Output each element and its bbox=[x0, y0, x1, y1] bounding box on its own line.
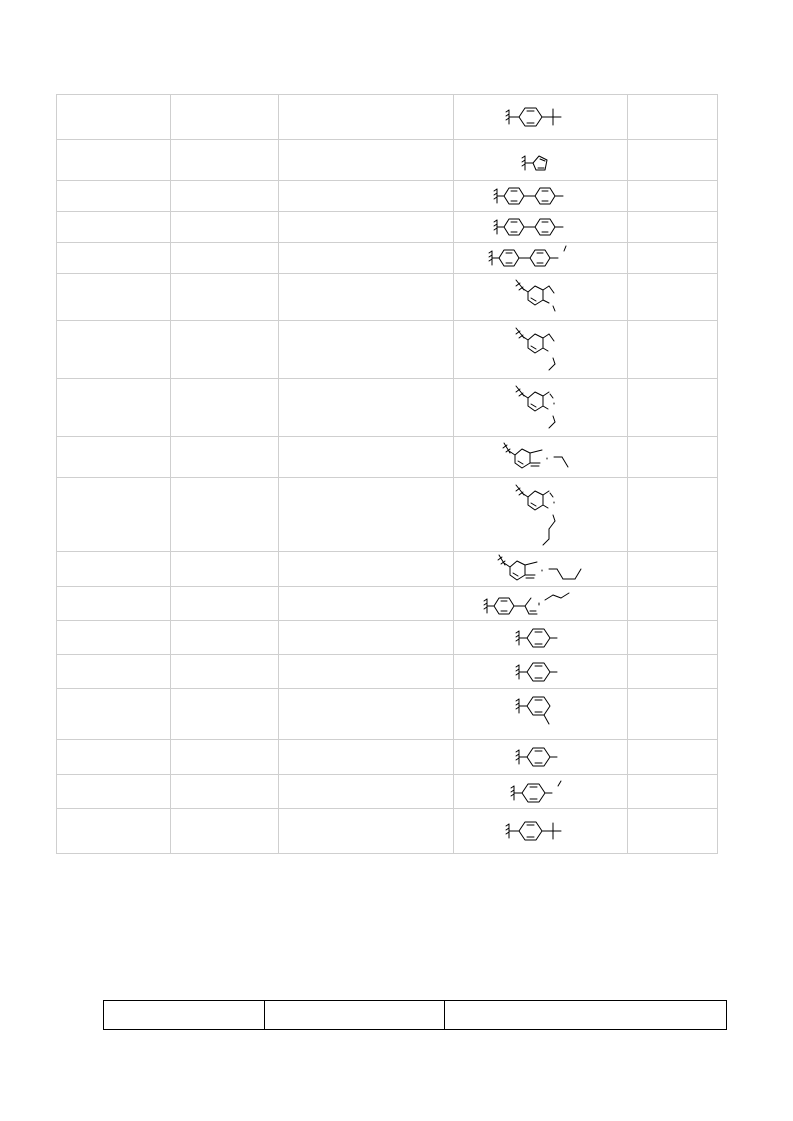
table-cell bbox=[628, 212, 718, 243]
compound-table bbox=[56, 94, 718, 854]
table-cell bbox=[628, 552, 718, 587]
table-cell bbox=[171, 437, 279, 478]
structure-drawing bbox=[501, 816, 581, 846]
structure-drawing bbox=[501, 102, 581, 132]
table-cell bbox=[171, 809, 279, 854]
table-cell bbox=[279, 321, 454, 379]
structure-drawing bbox=[506, 324, 576, 376]
table-cell bbox=[171, 689, 279, 740]
table-cell bbox=[279, 212, 454, 243]
structure-drawing bbox=[511, 658, 571, 686]
table-cell bbox=[57, 181, 171, 212]
table-cell bbox=[279, 621, 454, 655]
table-cell bbox=[57, 243, 171, 274]
table-cell bbox=[628, 689, 718, 740]
structure-cell bbox=[454, 379, 628, 437]
structure-cell bbox=[454, 181, 628, 212]
table-row bbox=[57, 689, 718, 740]
table-cell bbox=[171, 478, 279, 552]
table-row bbox=[57, 379, 718, 437]
table-row bbox=[104, 1001, 727, 1030]
table-cell bbox=[171, 140, 279, 181]
table-cell bbox=[628, 95, 718, 140]
structure-cell bbox=[454, 212, 628, 243]
structure-cell bbox=[454, 689, 628, 740]
structure-cell bbox=[454, 321, 628, 379]
table-row bbox=[57, 655, 718, 689]
structure-drawing bbox=[491, 553, 591, 585]
table-cell bbox=[279, 181, 454, 212]
structure-cell bbox=[454, 552, 628, 587]
table-cell bbox=[57, 552, 171, 587]
table-cell bbox=[57, 478, 171, 552]
table-cell bbox=[628, 809, 718, 854]
table-cell bbox=[279, 740, 454, 775]
table-cell bbox=[628, 379, 718, 437]
table-cell bbox=[171, 740, 279, 775]
table-cell bbox=[628, 321, 718, 379]
table-row bbox=[57, 274, 718, 321]
table-cell bbox=[171, 655, 279, 689]
structure-drawing bbox=[511, 743, 571, 771]
table-cell bbox=[57, 621, 171, 655]
structure-cell bbox=[454, 587, 628, 621]
table-cell bbox=[279, 775, 454, 809]
table-row bbox=[57, 212, 718, 243]
table-cell bbox=[628, 243, 718, 274]
structure-drawing bbox=[511, 148, 571, 178]
table-row bbox=[57, 181, 718, 212]
table-row bbox=[57, 621, 718, 655]
table-row bbox=[57, 775, 718, 809]
table-cell bbox=[171, 243, 279, 274]
table-cell bbox=[279, 274, 454, 321]
structure-drawing bbox=[506, 276, 576, 318]
structure-cell bbox=[454, 655, 628, 689]
table-cell bbox=[628, 478, 718, 552]
table-cell bbox=[171, 181, 279, 212]
table-cell bbox=[279, 587, 454, 621]
table-cell bbox=[628, 181, 718, 212]
table-cell bbox=[265, 1001, 445, 1030]
structure-cell bbox=[454, 775, 628, 809]
structure-drawing bbox=[511, 624, 571, 652]
table-cell bbox=[628, 655, 718, 689]
table-row bbox=[57, 437, 718, 478]
table-cell bbox=[171, 775, 279, 809]
table-cell bbox=[57, 140, 171, 181]
table-cell bbox=[279, 437, 454, 478]
table-cell bbox=[171, 587, 279, 621]
table-cell bbox=[57, 587, 171, 621]
table-row bbox=[57, 95, 718, 140]
table-cell bbox=[279, 809, 454, 854]
structure-cell bbox=[454, 621, 628, 655]
table-cell bbox=[279, 243, 454, 274]
table-row bbox=[57, 552, 718, 587]
table-cell bbox=[628, 587, 718, 621]
structure-cell bbox=[454, 95, 628, 140]
table-cell bbox=[279, 379, 454, 437]
structure-drawing bbox=[486, 245, 596, 271]
structure-drawing bbox=[496, 439, 586, 475]
table-cell bbox=[57, 212, 171, 243]
table-cell bbox=[628, 621, 718, 655]
structure-cell bbox=[454, 437, 628, 478]
table-cell bbox=[171, 321, 279, 379]
table-cell bbox=[57, 655, 171, 689]
table-cell bbox=[628, 437, 718, 478]
table-cell bbox=[279, 655, 454, 689]
structure-drawing bbox=[506, 778, 576, 806]
table-cell bbox=[171, 95, 279, 140]
table-cell bbox=[279, 95, 454, 140]
structure-drawing bbox=[491, 183, 591, 209]
table-cell bbox=[57, 689, 171, 740]
table-cell bbox=[57, 321, 171, 379]
table-cell bbox=[171, 552, 279, 587]
table-cell bbox=[628, 274, 718, 321]
table-cell bbox=[628, 775, 718, 809]
table-cell bbox=[57, 379, 171, 437]
table-cell bbox=[279, 478, 454, 552]
table-cell bbox=[279, 689, 454, 740]
table-cell bbox=[57, 775, 171, 809]
structure-cell bbox=[454, 740, 628, 775]
table-row bbox=[57, 243, 718, 274]
table-cell bbox=[279, 552, 454, 587]
table-cell bbox=[104, 1001, 265, 1030]
structure-drawing bbox=[506, 382, 576, 434]
structure-cell bbox=[454, 478, 628, 552]
structure-cell bbox=[454, 140, 628, 181]
table-cell bbox=[57, 274, 171, 321]
footer-table bbox=[103, 1000, 727, 1030]
table-cell bbox=[628, 740, 718, 775]
table-row bbox=[57, 478, 718, 552]
structure-cell bbox=[454, 243, 628, 274]
table-row bbox=[57, 809, 718, 854]
table-cell bbox=[279, 140, 454, 181]
table-row bbox=[57, 140, 718, 181]
structure-drawing bbox=[481, 589, 601, 619]
table-cell bbox=[628, 140, 718, 181]
table-cell bbox=[57, 740, 171, 775]
table-cell bbox=[171, 379, 279, 437]
table-cell bbox=[445, 1001, 727, 1030]
table-row bbox=[57, 587, 718, 621]
table-cell bbox=[171, 212, 279, 243]
table-row bbox=[57, 321, 718, 379]
table-cell bbox=[171, 621, 279, 655]
table-cell bbox=[57, 437, 171, 478]
structure-drawing bbox=[511, 693, 571, 735]
structure-drawing bbox=[506, 481, 576, 549]
structure-drawing bbox=[491, 214, 591, 240]
table-cell bbox=[57, 95, 171, 140]
table-row bbox=[57, 740, 718, 775]
table-cell bbox=[57, 809, 171, 854]
structure-cell bbox=[454, 809, 628, 854]
structure-cell bbox=[454, 274, 628, 321]
table-cell bbox=[171, 274, 279, 321]
